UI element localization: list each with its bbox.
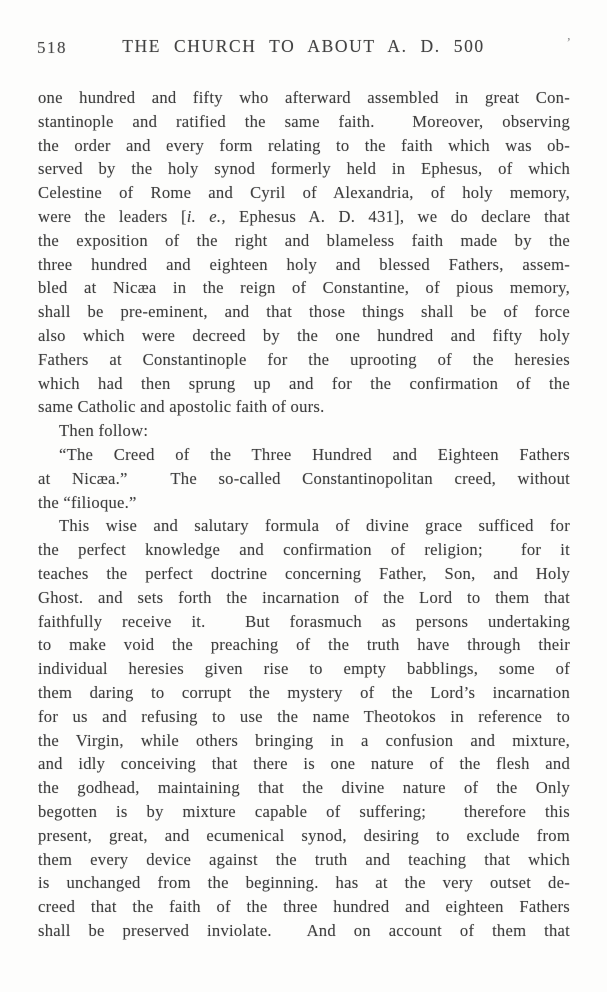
italic-text: i. e., [186, 206, 226, 226]
text-line: begotten is by mixture capable of suffering; therefore this [38, 801, 570, 821]
text-line: shall be preserved inviolate. And on account of them that [38, 920, 570, 940]
text-line: to make void the preaching of the truth have through their [38, 635, 570, 655]
text-line: served by the holy synod formerly held in Ephesus, of which [38, 159, 570, 179]
text-line: bled at Nicæa in the reign of Constantine, of pious memory, [38, 278, 570, 298]
scan-artifact-mark: ’ [566, 36, 571, 51]
text-line: “The Creed of the Three Hundred and Eighteen Fathers [59, 444, 570, 464]
header-title: THE CHURCH TO ABOUT A. D. 500 [122, 36, 485, 56]
text-line: Fathers at Constantinople for the uprooting of the heresies [38, 349, 570, 369]
page-body [38, 86, 570, 943]
text-line: the godhead, maintaining that the divine nature of the Only [38, 778, 570, 798]
text-line: stantinople and ratified the same faith. Moreover, observing [38, 111, 570, 131]
text-line: also which were decreed by the one hundred and fifty holy [38, 325, 570, 345]
text-line: and idly conceiving that there is one nature of the flesh and [38, 754, 570, 774]
text-line: Ghost. and sets forth the incarnation of the Lord to them that [38, 587, 570, 607]
text-line: them every device against the truth and teaching that which [38, 849, 570, 869]
text-line: the order and every form relating to the faith which was ob- [38, 135, 570, 155]
text-line: Then follow: [59, 421, 149, 441]
text-line: the exposition of the right and blameless faith made by the [38, 230, 570, 250]
running-header [0, 36, 607, 60]
text-line: the Virgin, while others bringing in a confusion and mixture, [38, 730, 570, 750]
text-line: same Catholic and apostolic faith of ours. [38, 397, 325, 417]
text-line: the perfect knowledge and confirmation of religion; for it [38, 540, 570, 560]
text-line: three hundred and eighteen holy and blessed Fathers, assem- [38, 254, 570, 274]
text-line: which had then sprung up and for the confirmation of the [38, 373, 570, 393]
text-line: them daring to corrupt the mystery of the Lord’s incarnation [38, 682, 570, 702]
page-number: 518 [37, 38, 67, 57]
text-line: present, great, and ecumenical synod, desiring to exclude from [38, 825, 570, 845]
text-line: creed that the faith of the three hundred and eighteen Fathers [38, 897, 570, 917]
text-line: shall be pre-eminent, and that those things shall be of force [38, 302, 570, 322]
text-line: were the leaders [i. e., Ephesus A. D. 431], we do declare that [38, 206, 570, 226]
text-line: the “filioque.” [38, 492, 137, 512]
text-line: individual heresies given rise to empty babblings, some of [38, 659, 570, 679]
text-line: for us and refusing to use the name Theotokos in reference to [38, 706, 570, 726]
text-line: teaches the perfect doctrine concerning Father, Son, and Holy [38, 563, 570, 583]
text-line: This wise and salutary formula of divine grace sufficed for [59, 516, 570, 536]
text-line: at Nicæa.” The so-called Constantinopolitan creed, without [38, 468, 570, 488]
text-line: one hundred and fifty who afterward assembled in great Con- [38, 88, 570, 107]
text-line: faithfully receive it. But forasmuch as persons undertaking [38, 611, 570, 631]
text-line: Celestine of Rome and Cyril of Alexandria, of holy memory, [38, 183, 570, 203]
text-line: is unchanged from the beginning. has at the very outset de- [38, 873, 570, 893]
